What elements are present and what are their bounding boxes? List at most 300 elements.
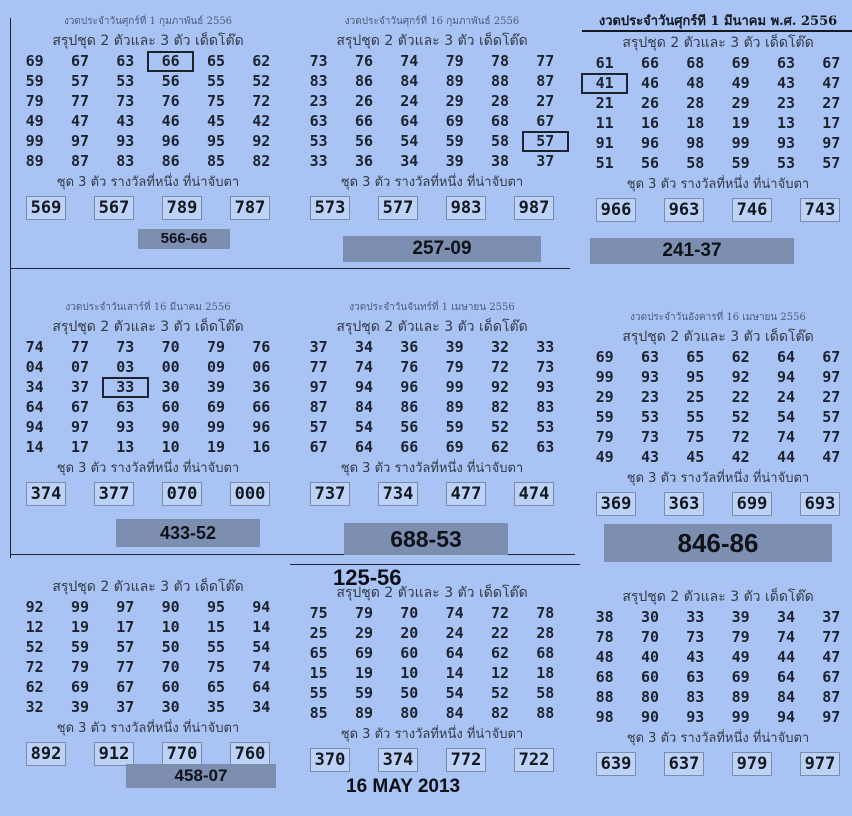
number-cell: 77 bbox=[309, 358, 328, 376]
number-cell: 28 bbox=[536, 624, 555, 642]
number-cell: 37 bbox=[536, 152, 555, 170]
set-label: ชุด 3 ตัว รางวัลที่หนึ่ง ที่น่าจับตา bbox=[626, 731, 810, 746]
three-digit-set: 787 bbox=[230, 196, 271, 220]
number-cell: 59 bbox=[445, 132, 464, 150]
result-bar: 688-53 bbox=[344, 523, 508, 555]
number-cell: 66 bbox=[400, 438, 419, 456]
number-cell: 30 bbox=[161, 378, 180, 396]
number-cell: 29 bbox=[354, 624, 374, 642]
number-cell: 66 bbox=[640, 54, 660, 72]
number-cell: 72 bbox=[490, 358, 510, 376]
number-cell: 34 bbox=[354, 338, 374, 356]
number-cell: 79 bbox=[206, 338, 226, 356]
number-cell: 40 bbox=[640, 648, 660, 666]
number-cell: 76 bbox=[354, 52, 374, 70]
lottery-panel-5 bbox=[296, 300, 568, 506]
three-digit-set: 737 bbox=[310, 482, 351, 506]
number-cell: 93 bbox=[116, 132, 135, 150]
number-cell: 52 bbox=[490, 418, 510, 436]
number-cell: 07 bbox=[70, 358, 90, 376]
three-digit-sets bbox=[296, 482, 568, 506]
number-cell: 99 bbox=[70, 598, 90, 616]
number-cell: 14 bbox=[25, 438, 44, 456]
panel-title: งวดประจำวันจันทร์ที่ 1 เมษายน 2556 bbox=[349, 302, 515, 313]
number-cell: 56 bbox=[354, 132, 374, 150]
number-cell: 90 bbox=[640, 708, 660, 726]
number-cell: 94 bbox=[252, 598, 271, 616]
three-digit-set: 983 bbox=[446, 196, 487, 220]
number-cell: 49 bbox=[731, 74, 750, 92]
number-cell: 22 bbox=[490, 624, 510, 642]
number-cell: 47 bbox=[822, 448, 841, 466]
number-cell: 14 bbox=[252, 618, 271, 636]
three-digit-set: 637 bbox=[664, 752, 705, 776]
number-cell: 67 bbox=[116, 678, 135, 696]
number-cell: 64 bbox=[445, 644, 464, 662]
number-cell: 65 bbox=[686, 348, 705, 366]
number-cell: 69 bbox=[25, 52, 44, 70]
number-cell: 22 bbox=[731, 388, 750, 406]
three-digit-set: 569 bbox=[26, 196, 67, 220]
number-cell: 72 bbox=[490, 604, 510, 622]
number-cell: 82 bbox=[252, 152, 271, 170]
panel-subtitle: สรุปชุด 2 ตัวและ 3 ตัว เด็ดโต๊ด bbox=[336, 319, 528, 335]
number-cell: 96 bbox=[252, 418, 271, 436]
number-cell: 39 bbox=[445, 338, 464, 356]
number-cell: 37 bbox=[309, 338, 328, 356]
lottery-panel-2 bbox=[296, 14, 568, 220]
number-cell: 57 bbox=[116, 638, 135, 656]
number-cell: 78 bbox=[595, 628, 614, 646]
number-cell: 56 bbox=[640, 154, 660, 172]
number-cell: 67 bbox=[70, 52, 90, 70]
number-cell: 69 bbox=[445, 438, 464, 456]
three-digit-set: 370 bbox=[310, 748, 351, 772]
three-digit-set: 772 bbox=[446, 748, 487, 772]
number-cell: 70 bbox=[161, 338, 180, 356]
number-cell: 24 bbox=[445, 624, 464, 642]
number-cell: 65 bbox=[206, 678, 226, 696]
number-cell: 92 bbox=[25, 598, 44, 616]
number-cell: 79 bbox=[445, 52, 464, 70]
three-digit-set: 699 bbox=[732, 492, 773, 516]
number-cell: 94 bbox=[776, 708, 796, 726]
three-digit-set: 000 bbox=[230, 482, 271, 506]
number-cell: 43 bbox=[116, 112, 135, 130]
number-cell: 63 bbox=[309, 112, 328, 130]
number-cell: 53 bbox=[536, 418, 555, 436]
number-cell: 63 bbox=[776, 54, 796, 72]
number-cell: 43 bbox=[776, 74, 796, 92]
panel-subtitle: สรุปชุด 2 ตัวและ 3 ตัว เด็ดโต๊ด bbox=[622, 35, 814, 51]
number-cell: 61 bbox=[595, 54, 614, 72]
number-cell: 93 bbox=[686, 708, 705, 726]
number-cell: 55 bbox=[206, 638, 226, 656]
number-cell: 39 bbox=[731, 608, 750, 626]
number-cell: 59 bbox=[354, 684, 374, 702]
number-cell: 03 bbox=[116, 358, 135, 376]
number-cell: 54 bbox=[400, 132, 419, 150]
panel-subtitle: สรุปชุด 2 ตัวและ 3 ตัว เด็ดโต๊ด bbox=[52, 319, 244, 335]
number-cell: 37 bbox=[70, 378, 90, 396]
number-cell: 44 bbox=[776, 648, 796, 666]
number-cell: 80 bbox=[400, 704, 419, 722]
number-cell: 88 bbox=[490, 72, 510, 90]
number-cell: 66 bbox=[148, 52, 193, 71]
number-cell: 73 bbox=[640, 428, 660, 446]
number-cell: 82 bbox=[490, 398, 510, 416]
number-cell: 92 bbox=[490, 378, 510, 396]
number-cell: 63 bbox=[640, 348, 660, 366]
panel-subtitle: สรุปชุด 2 ตัวและ 3 ตัว เด็ดโต๊ด bbox=[622, 589, 814, 605]
lottery-panel-8 bbox=[296, 566, 568, 772]
number-cell: 59 bbox=[731, 154, 750, 172]
number-cell: 60 bbox=[161, 678, 180, 696]
number-cell: 97 bbox=[116, 598, 135, 616]
number-cell: 72 bbox=[731, 428, 750, 446]
number-cell: 98 bbox=[595, 708, 614, 726]
number-cell: 94 bbox=[776, 368, 796, 386]
number-cell: 70 bbox=[640, 628, 660, 646]
number-cell: 84 bbox=[400, 72, 419, 90]
result-bar: 566-66 bbox=[138, 229, 230, 249]
number-cell: 84 bbox=[776, 688, 796, 706]
number-cell: 83 bbox=[116, 152, 135, 170]
number-cell: 56 bbox=[400, 418, 419, 436]
number-cell: 26 bbox=[354, 92, 374, 110]
number-cell: 00 bbox=[161, 358, 180, 376]
number-cell: 95 bbox=[686, 368, 705, 386]
number-cell: 46 bbox=[640, 74, 660, 92]
number-cell: 57 bbox=[822, 154, 841, 172]
three-digit-set: 987 bbox=[514, 196, 555, 220]
divider-vertical-left bbox=[10, 18, 11, 558]
set-label: ชุด 3 ตัว รางวัลที่หนึ่ง ที่น่าจับตา bbox=[626, 471, 810, 486]
number-cell: 74 bbox=[445, 604, 464, 622]
number-cell: 97 bbox=[70, 418, 90, 436]
number-cell: 28 bbox=[686, 94, 705, 112]
number-cell: 83 bbox=[309, 72, 328, 90]
number-cell: 89 bbox=[445, 72, 464, 90]
number-cell: 83 bbox=[536, 398, 555, 416]
number-cell: 70 bbox=[161, 658, 180, 676]
number-cell: 64 bbox=[25, 398, 44, 416]
panel-title: งวดประจำวันศุกร์ที่ 1 มีนาคม พ.ศ. 2556 bbox=[582, 14, 852, 32]
number-cell: 76 bbox=[161, 92, 180, 110]
footer-date: 16 MAY 2013 bbox=[346, 776, 461, 797]
number-cell: 16 bbox=[640, 114, 660, 132]
number-cell: 19 bbox=[70, 618, 90, 636]
number-cell: 67 bbox=[309, 438, 328, 456]
number-cell: 34 bbox=[25, 378, 44, 396]
number-cell: 70 bbox=[400, 604, 419, 622]
number-cell: 32 bbox=[25, 698, 44, 716]
three-digit-set: 979 bbox=[732, 752, 773, 776]
number-cell: 64 bbox=[252, 678, 271, 696]
number-cell: 99 bbox=[25, 132, 44, 150]
number-cell: 04 bbox=[25, 358, 44, 376]
number-cell: 69 bbox=[595, 348, 614, 366]
number-cell: 29 bbox=[731, 94, 750, 112]
number-cell: 62 bbox=[252, 52, 271, 70]
number-cell: 67 bbox=[536, 112, 555, 130]
number-cell: 78 bbox=[490, 52, 510, 70]
number-cell: 69 bbox=[445, 112, 464, 130]
number-cell: 54 bbox=[252, 638, 271, 656]
number-cell: 74 bbox=[25, 338, 44, 356]
number-cell: 64 bbox=[354, 438, 374, 456]
number-cell: 36 bbox=[354, 152, 374, 170]
number-cell: 52 bbox=[490, 684, 510, 702]
number-cell: 52 bbox=[252, 72, 271, 90]
number-cell: 57 bbox=[70, 72, 90, 90]
result-bar: 125-56 bbox=[333, 565, 402, 590]
number-cell: 35 bbox=[206, 698, 226, 716]
number-cell: 52 bbox=[25, 638, 44, 656]
number-cell: 33 bbox=[686, 608, 705, 626]
number-cell: 97 bbox=[822, 708, 841, 726]
number-cell: 30 bbox=[161, 698, 180, 716]
number-cell: 69 bbox=[70, 678, 90, 696]
number-cell: 26 bbox=[640, 94, 660, 112]
three-digit-sets bbox=[12, 196, 284, 220]
number-cell: 69 bbox=[731, 668, 750, 686]
number-cell: 55 bbox=[686, 408, 705, 426]
number-cell: 27 bbox=[822, 94, 841, 112]
number-cell: 44 bbox=[776, 448, 796, 466]
set-label: ชุด 3 ตัว รางวัลที่หนึ่ง ที่น่าจับตา bbox=[56, 175, 240, 190]
panel-title: งวดประจำวันศุกร์ที่ 16 กุมภาพันธ์ 2556 bbox=[344, 16, 520, 27]
number-cell: 62 bbox=[731, 348, 750, 366]
number-cell: 68 bbox=[536, 644, 555, 662]
number-cell: 53 bbox=[640, 408, 660, 426]
result-bar: 433-52 bbox=[116, 519, 260, 547]
number-cell: 99 bbox=[731, 134, 750, 152]
three-digit-sets bbox=[582, 198, 852, 222]
number-cell: 55 bbox=[309, 684, 328, 702]
number-cell: 09 bbox=[206, 358, 226, 376]
number-cell: 45 bbox=[686, 448, 705, 466]
number-cell: 58 bbox=[490, 132, 510, 150]
number-cell: 72 bbox=[252, 92, 271, 110]
three-digit-set: 966 bbox=[596, 198, 637, 222]
number-cell: 56 bbox=[161, 72, 180, 90]
three-digit-set: 963 bbox=[664, 198, 705, 222]
panel-title: งวดประจำวันอังคารที่ 16 เมษายน 2556 bbox=[630, 312, 806, 323]
number-cell: 91 bbox=[595, 134, 614, 152]
number-cell: 25 bbox=[309, 624, 328, 642]
three-digit-set: 377 bbox=[94, 482, 135, 506]
number-cell: 94 bbox=[25, 418, 44, 436]
number-cell: 10 bbox=[400, 664, 419, 682]
number-cell: 78 bbox=[536, 604, 555, 622]
number-cell: 59 bbox=[595, 408, 614, 426]
three-digit-sets bbox=[582, 752, 852, 776]
number-cell: 72 bbox=[25, 658, 44, 676]
result-bar: 257-09 bbox=[343, 236, 541, 262]
number-cell: 23 bbox=[640, 388, 660, 406]
number-cell: 62 bbox=[25, 678, 44, 696]
three-digit-set: 474 bbox=[514, 482, 555, 506]
three-digit-sets bbox=[12, 742, 284, 766]
three-digit-set: 734 bbox=[378, 482, 419, 506]
number-cell: 60 bbox=[161, 398, 180, 416]
number-cell: 50 bbox=[400, 684, 419, 702]
number-cell: 54 bbox=[776, 408, 796, 426]
three-digit-set: 743 bbox=[800, 198, 841, 222]
number-grid bbox=[582, 54, 852, 173]
number-cell: 48 bbox=[686, 74, 705, 92]
number-cell: 42 bbox=[252, 112, 271, 130]
result-bar: 846-86 bbox=[604, 524, 832, 562]
number-cell: 99 bbox=[595, 368, 614, 386]
three-digit-set: 789 bbox=[162, 196, 203, 220]
number-grid bbox=[582, 348, 852, 467]
number-cell: 37 bbox=[822, 608, 841, 626]
number-cell: 12 bbox=[490, 664, 510, 682]
three-digit-set: 567 bbox=[94, 196, 135, 220]
number-cell: 57 bbox=[523, 132, 568, 151]
number-cell: 53 bbox=[309, 132, 328, 150]
number-cell: 29 bbox=[595, 388, 614, 406]
number-cell: 50 bbox=[161, 638, 180, 656]
number-cell: 67 bbox=[822, 348, 841, 366]
number-cell: 65 bbox=[309, 644, 328, 662]
number-cell: 36 bbox=[400, 338, 419, 356]
number-cell: 27 bbox=[536, 92, 555, 110]
number-cell: 68 bbox=[595, 668, 614, 686]
number-cell: 53 bbox=[776, 154, 796, 172]
number-cell: 79 bbox=[595, 428, 614, 446]
number-cell: 90 bbox=[161, 418, 180, 436]
three-digit-set: 639 bbox=[596, 752, 637, 776]
number-cell: 98 bbox=[686, 134, 705, 152]
number-cell: 67 bbox=[70, 398, 90, 416]
number-cell: 97 bbox=[822, 368, 841, 386]
number-cell: 74 bbox=[776, 428, 796, 446]
number-grid bbox=[12, 338, 284, 457]
three-digit-sets bbox=[296, 196, 568, 220]
three-digit-set: 770 bbox=[162, 742, 203, 766]
number-cell: 95 bbox=[206, 132, 226, 150]
three-digit-set: 892 bbox=[26, 742, 67, 766]
number-cell: 48 bbox=[595, 648, 614, 666]
number-cell: 69 bbox=[354, 644, 374, 662]
number-cell: 75 bbox=[309, 604, 328, 622]
number-cell: 67 bbox=[822, 54, 841, 72]
number-cell: 36 bbox=[252, 378, 271, 396]
number-cell: 34 bbox=[400, 152, 419, 170]
number-cell: 43 bbox=[686, 648, 705, 666]
number-cell: 87 bbox=[536, 72, 555, 90]
panel-subtitle: สรุปชุด 2 ตัวและ 3 ตัว เด็ดโต๊ด bbox=[622, 329, 814, 345]
number-cell: 76 bbox=[400, 358, 419, 376]
number-cell: 79 bbox=[25, 92, 44, 110]
number-cell: 77 bbox=[116, 658, 135, 676]
number-cell: 16 bbox=[252, 438, 271, 456]
number-cell: 89 bbox=[354, 704, 374, 722]
number-cell: 37 bbox=[116, 698, 135, 716]
number-cell: 64 bbox=[400, 112, 419, 130]
number-cell: 77 bbox=[70, 92, 90, 110]
result-bar: 458-07 bbox=[126, 764, 276, 788]
number-cell: 73 bbox=[686, 628, 705, 646]
number-cell: 63 bbox=[536, 438, 555, 456]
number-cell: 59 bbox=[70, 638, 90, 656]
number-cell: 49 bbox=[731, 648, 750, 666]
number-cell: 43 bbox=[640, 448, 660, 466]
three-digit-set: 722 bbox=[514, 748, 555, 772]
number-cell: 67 bbox=[822, 668, 841, 686]
number-cell: 49 bbox=[595, 448, 614, 466]
panel-subtitle: สรุปชุด 2 ตัวและ 3 ตัว เด็ดโต๊ด bbox=[52, 579, 244, 595]
number-cell: 13 bbox=[116, 438, 135, 456]
number-cell: 17 bbox=[822, 114, 841, 132]
number-cell: 21 bbox=[595, 94, 614, 112]
three-digit-set: 070 bbox=[162, 482, 203, 506]
number-cell: 74 bbox=[252, 658, 271, 676]
number-cell: 62 bbox=[490, 438, 510, 456]
set-label: ชุด 3 ตัว รางวัลที่หนึ่ง ที่น่าจับตา bbox=[56, 721, 240, 736]
number-grid bbox=[296, 604, 568, 723]
panel-subtitle: สรุปชุด 2 ตัวและ 3 ตัว เด็ดโต๊ด bbox=[52, 33, 244, 49]
number-cell: 97 bbox=[70, 132, 90, 150]
number-cell: 93 bbox=[776, 134, 796, 152]
number-cell: 75 bbox=[206, 658, 226, 676]
three-digit-sets bbox=[12, 482, 284, 506]
three-digit-set: 374 bbox=[26, 482, 67, 506]
number-cell: 89 bbox=[25, 152, 44, 170]
divider-horizontal-top bbox=[10, 268, 570, 269]
number-cell: 20 bbox=[400, 624, 419, 642]
number-cell: 24 bbox=[776, 388, 796, 406]
lottery-panel-9 bbox=[582, 570, 852, 776]
number-grid bbox=[12, 598, 284, 717]
number-cell: 29 bbox=[445, 92, 464, 110]
number-cell: 51 bbox=[595, 154, 614, 172]
number-cell: 54 bbox=[445, 684, 464, 702]
number-cell: 85 bbox=[206, 152, 226, 170]
number-cell: 79 bbox=[70, 658, 90, 676]
number-cell: 88 bbox=[595, 688, 614, 706]
three-digit-set: 369 bbox=[596, 492, 637, 516]
number-cell: 64 bbox=[776, 348, 796, 366]
number-cell: 28 bbox=[490, 92, 510, 110]
number-cell: 38 bbox=[595, 608, 614, 626]
number-cell: 55 bbox=[206, 72, 226, 90]
number-cell: 68 bbox=[686, 54, 705, 72]
number-cell: 99 bbox=[445, 378, 464, 396]
number-cell: 73 bbox=[309, 52, 328, 70]
number-cell: 64 bbox=[776, 668, 796, 686]
number-cell: 49 bbox=[25, 112, 44, 130]
number-cell: 54 bbox=[354, 418, 374, 436]
number-cell: 17 bbox=[70, 438, 90, 456]
number-cell: 77 bbox=[536, 52, 555, 70]
number-cell: 47 bbox=[822, 74, 841, 92]
number-cell: 69 bbox=[731, 54, 750, 72]
number-cell: 10 bbox=[161, 618, 180, 636]
number-cell: 79 bbox=[445, 358, 464, 376]
number-cell: 58 bbox=[686, 154, 705, 172]
number-cell: 19 bbox=[354, 664, 374, 682]
number-cell: 47 bbox=[70, 112, 90, 130]
panel-subtitle: สรุปชุด 2 ตัวและ 3 ตัว เด็ดโต๊ด bbox=[336, 585, 528, 601]
number-cell: 63 bbox=[116, 398, 135, 416]
number-cell: 73 bbox=[536, 358, 555, 376]
number-cell: 41 bbox=[582, 74, 627, 93]
number-cell: 66 bbox=[354, 112, 374, 130]
